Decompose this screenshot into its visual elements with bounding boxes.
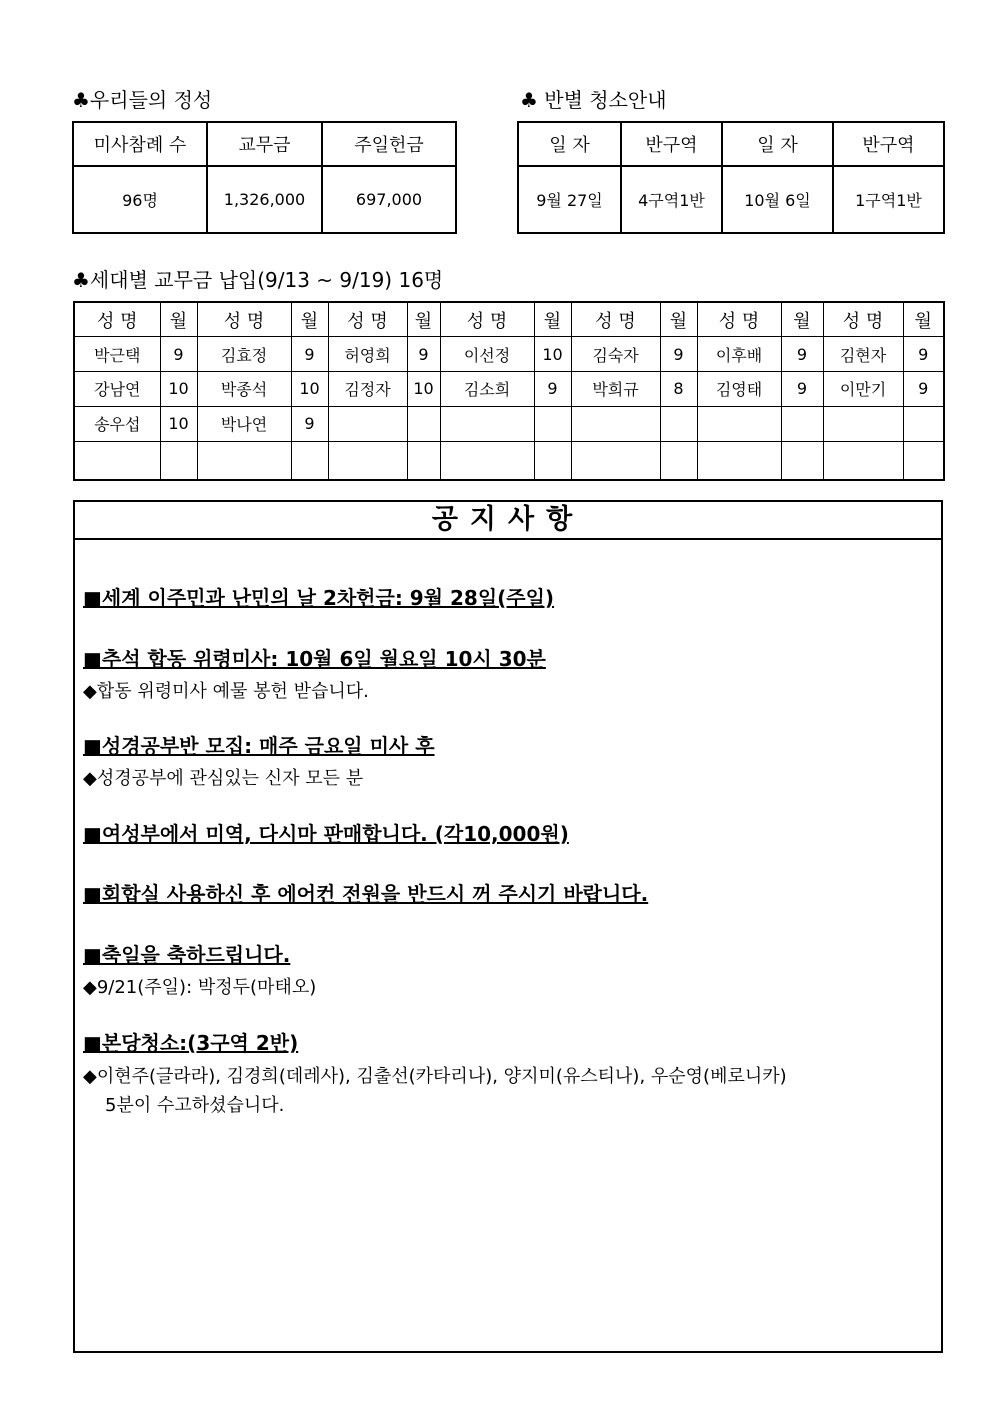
- cleaning-title: ♣ 반별 청소안내: [520, 88, 667, 112]
- offering-table: [72, 121, 457, 234]
- cleaning-value-area-1: 4구역1반: [621, 166, 722, 233]
- notice-line: ◆9/21(주일): 박정두(마태오): [83, 977, 317, 998]
- dues-row: [74, 441, 944, 480]
- dues-cell-name: [74, 441, 160, 480]
- dues-cell-month: 10: [407, 372, 440, 407]
- dues-header-month: 월: [291, 302, 328, 337]
- notice-heading-sale: ■여성부에서 미역, 다시마 판매합니다. (각10,000원): [83, 822, 569, 846]
- dues-cell-name: 강남연: [74, 372, 160, 407]
- cleaning-header-date-2: 일 자: [722, 122, 833, 166]
- dues-cell-month: [903, 441, 944, 480]
- dues-cell-month: 9: [903, 337, 944, 372]
- dues-header-name: 성 명: [197, 302, 291, 337]
- dues-cell-name: [697, 441, 781, 480]
- dues-header-name: 성 명: [74, 302, 160, 337]
- dues-cell-month: 9: [534, 372, 571, 407]
- dues-cell-name: [328, 441, 407, 480]
- offering-value-attendance: 96명: [73, 166, 207, 233]
- dues-header-month: 월: [781, 302, 823, 337]
- dues-header-name: 성 명: [571, 302, 660, 337]
- notice-title: 공지사항: [75, 502, 941, 540]
- dues-cell-name: 김영태: [697, 372, 781, 407]
- notice-heading-cleaning: ■본당청소:(3구역 2반): [83, 1031, 299, 1055]
- notice-line: ◆이현주(글라라), 김경희(데레사), 김출선(카타리나), 양지미(유스티나), 우순영(베로니카): [83, 1066, 787, 1087]
- dues-cell-name: 김숙자: [571, 337, 660, 372]
- dues-cell-month: [903, 406, 944, 441]
- dues-cell-month: 9: [660, 337, 697, 372]
- dues-cell-month: [534, 441, 571, 480]
- dues-cell-name: [328, 406, 407, 441]
- dues-header-month: 월: [660, 302, 697, 337]
- cleaning-value-date-2: 10월 6일: [722, 166, 833, 233]
- offering-header-attendance: 미사참례 수: [73, 122, 207, 166]
- dues-cell-name: 이선정: [440, 337, 534, 372]
- dues-cell-name: [440, 406, 534, 441]
- offering-value-sunday: 697,000: [322, 166, 456, 233]
- cleaning-header-area-1: 반구역: [621, 122, 722, 166]
- notice-line: 5분이 수고하셨습니다.: [105, 1095, 285, 1116]
- dues-cell-month: 9: [903, 372, 944, 407]
- notice-line: ◆성경공부에 관심있는 신자 모든 분: [83, 768, 364, 789]
- cleaning-header-date-1: 일 자: [518, 122, 621, 166]
- dues-header-name: 성 명: [697, 302, 781, 337]
- dues-row: [74, 406, 944, 441]
- dues-cell-name: 이후배: [697, 337, 781, 372]
- dues-cell-name: 박나연: [197, 406, 291, 441]
- dues-header-name: 성 명: [328, 302, 407, 337]
- dues-header-month: 월: [534, 302, 571, 337]
- dues-cell-month: 10: [160, 406, 197, 441]
- dues-cell-name: 송우섭: [74, 406, 160, 441]
- dues-cell-month: [407, 441, 440, 480]
- offering-title: ♣우리들의 정성: [72, 88, 213, 112]
- dues-cell-month: 9: [160, 337, 197, 372]
- dues-cell-month: 8: [660, 372, 697, 407]
- cleaning-value-date-1: 9월 27일: [518, 166, 621, 233]
- dues-cell-name: [571, 406, 660, 441]
- notice-heading-aircon: ■회합실 사용하신 후 에어컨 전원을 반드시 꺼 주시기 바랍니다.: [83, 882, 649, 906]
- offering-value-dues: 1,326,000: [207, 166, 322, 233]
- dues-header-name: 성 명: [823, 302, 903, 337]
- notice-heading-bible-study: ■성경공부반 모집: 매주 금요일 미사 후: [83, 734, 435, 758]
- dues-row: [74, 372, 944, 407]
- dues-cell-month: [291, 441, 328, 480]
- dues-header-name: 성 명: [440, 302, 534, 337]
- dues-cell-month: 10: [160, 372, 197, 407]
- notice-line: ◆합동 위령미사 예물 봉헌 받습니다.: [83, 681, 369, 702]
- dues-cell-name: 김현자: [823, 337, 903, 372]
- dues-header-month: 월: [407, 302, 440, 337]
- dues-cell-name: [440, 441, 534, 480]
- dues-cell-month: 9: [291, 337, 328, 372]
- dues-row: [74, 337, 944, 372]
- dues-cell-month: [660, 406, 697, 441]
- dues-cell-name: 허영희: [328, 337, 407, 372]
- dues-cell-month: [534, 406, 571, 441]
- dues-cell-month: [160, 441, 197, 480]
- dues-cell-name: [823, 406, 903, 441]
- dues-cell-name: 박근택: [74, 337, 160, 372]
- dues-cell-name: 박종석: [197, 372, 291, 407]
- dues-header-month: 월: [160, 302, 197, 337]
- dues-cell-month: 9: [781, 337, 823, 372]
- notice-heading-collection: ■세계 이주민과 난민의 날 2차헌금: 9월 28일(주일): [83, 586, 555, 610]
- dues-cell-month: 9: [291, 406, 328, 441]
- offering-header-sunday: 주일헌금: [322, 122, 456, 166]
- cleaning-table: [517, 121, 945, 234]
- dues-cell-name: 박희규: [571, 372, 660, 407]
- dues-cell-month: 9: [781, 372, 823, 407]
- dues-cell-month: 10: [534, 337, 571, 372]
- dues-header-month: 월: [903, 302, 944, 337]
- dues-cell-month: [781, 406, 823, 441]
- cleaning-value-area-2: 1구역1반: [833, 166, 944, 233]
- dues-cell-name: 이만기: [823, 372, 903, 407]
- dues-cell-month: 9: [407, 337, 440, 372]
- cleaning-header-area-2: 반구역: [833, 122, 944, 166]
- notice-heading-memorial-mass: ■추석 합동 위령미사: 10월 6일 월요일 10시 30분: [83, 647, 546, 671]
- dues-cell-name: [571, 441, 660, 480]
- dues-cell-month: [407, 406, 440, 441]
- dues-cell-name: [697, 406, 781, 441]
- dues-cell-name: [823, 441, 903, 480]
- dues-table: [73, 301, 945, 481]
- dues-cell-name: 김효정: [197, 337, 291, 372]
- notice-heading-feast: ■축일을 축하드립니다.: [83, 943, 291, 967]
- dues-title: ♣세대별 교무금 납입(9/13 ~ 9/19) 16명: [72, 268, 444, 292]
- offering-header-dues: 교무금: [207, 122, 322, 166]
- notice-box: [73, 500, 943, 1353]
- dues-cell-name: 김정자: [328, 372, 407, 407]
- dues-cell-month: [781, 441, 823, 480]
- dues-cell-month: [660, 441, 697, 480]
- dues-cell-month: 10: [291, 372, 328, 407]
- dues-cell-name: [197, 441, 291, 480]
- dues-cell-name: 김소희: [440, 372, 534, 407]
